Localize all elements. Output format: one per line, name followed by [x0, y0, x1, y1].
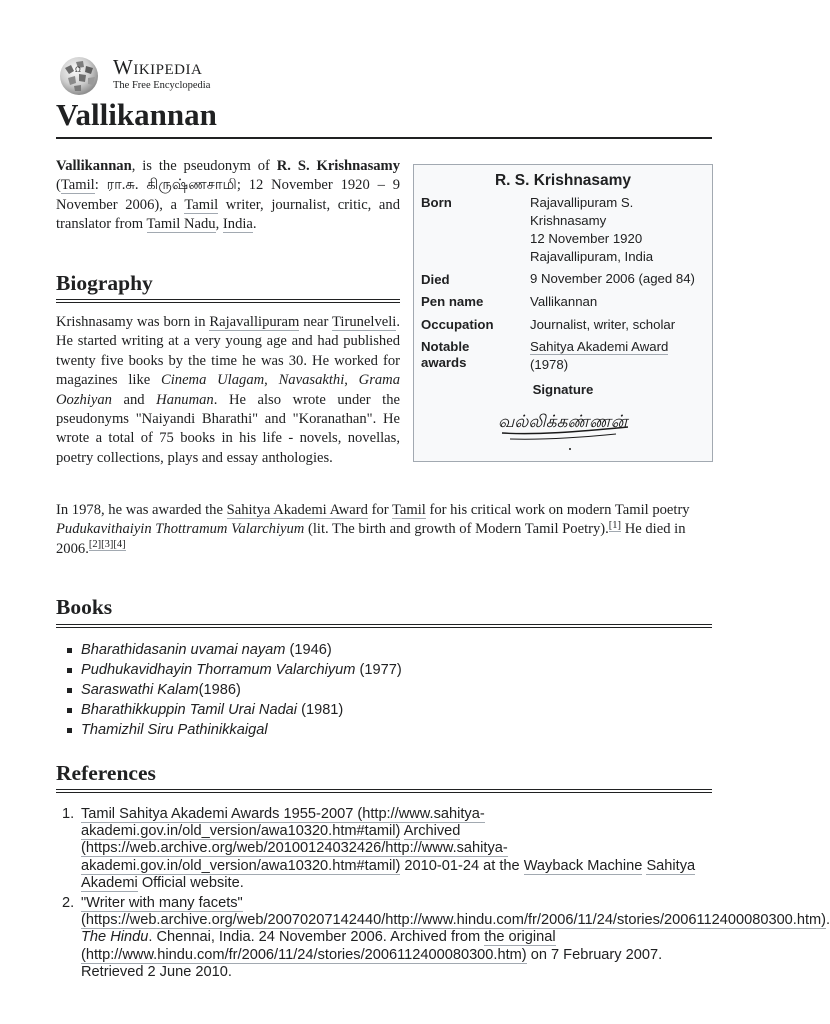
- section-heading-books: Books: [56, 595, 113, 619]
- bullet-icon: [67, 728, 72, 733]
- bio-text: . He started writing at a very young age and had published twenty five books by the time he was 30. He worked for magazines like: [56, 314, 400, 389]
- book-title: Thamizhil Siru Pathinikkaigal: [81, 722, 268, 738]
- reference-number: 1.: [62, 806, 75, 822]
- magazine-title: Hanuman: [156, 391, 214, 408]
- title-divider: [56, 137, 712, 139]
- book-title: Bharathikkuppin Tamil Urai Nadai: [81, 702, 298, 718]
- lead-text: : ரா.சு. கிருஷ்ணசாமி; 12 November 1920 – 9 November 2006), a: [56, 177, 400, 213]
- bio-text: near: [299, 314, 332, 330]
- awards-year: (1978): [530, 357, 569, 372]
- original-link[interactable]: the original (http://www.hindu.com/fr/2006/11/24/stories/2006112400080300.htm): [81, 929, 556, 963]
- lead-text: .: [252, 216, 257, 233]
- infobox-label-born: Born: [421, 195, 452, 210]
- reference-item: [56, 895, 830, 981]
- list-item: [56, 680, 712, 700]
- born-name-line: Krishnasamy: [530, 213, 607, 228]
- citation-link[interactable]: [2]: [88, 538, 102, 550]
- bio-text: and: [111, 391, 157, 408]
- magazine-title: Grama Oozhiyan: [56, 372, 401, 408]
- work-title: Pudukavithaiyin Thottramum Valarchiyum: [56, 521, 305, 538]
- signature-dot: [569, 448, 571, 450]
- magazine-title: Navasakthi: [278, 372, 345, 389]
- lead-text: , is the pseudonym of: [131, 158, 277, 174]
- book-title: Pudhukavidhayin Thorramum Valarchiyum: [81, 662, 356, 678]
- wikipedia-tagline: The Free Encyclopedia: [113, 80, 211, 91]
- book-title: Bharathidasanin uvamai nayam: [81, 642, 286, 658]
- bio-text: . He also wrote under the pseudonyms "Naiyandi Bharathi" and "Koranathan". He wrote a total of 75 books in his life - novels, novellas, poetry collections, plays and essay anthologies.: [56, 391, 400, 466]
- signature-underline: [510, 434, 616, 439]
- bullet-icon: [67, 708, 72, 713]
- infobox-value-died: 9 November 2006 (aged 84): [530, 271, 695, 286]
- lead-text: (: [56, 177, 61, 194]
- link-rajavallipuram[interactable]: Rajavallipuram: [209, 314, 300, 330]
- infobox-label-died: Died: [421, 272, 450, 287]
- bullet-icon: [67, 688, 72, 693]
- link-sahitya-akademi-award[interactable]: Sahitya Akademi Award: [530, 339, 669, 354]
- lead-text: writer, journalist, critic, and translator from: [56, 196, 401, 233]
- reference-text: Official website.: [137, 874, 244, 891]
- link-tamil[interactable]: Tamil: [184, 196, 219, 213]
- link-tirunelveli[interactable]: Tirunelveli: [332, 314, 397, 330]
- awards-label-line: Notable: [421, 339, 470, 354]
- book-title: Saraswathi Kalam: [81, 682, 199, 698]
- biography-paragraph: [56, 313, 400, 468]
- award-text: for: [367, 502, 392, 518]
- svg-text:Ω: Ω: [75, 66, 81, 74]
- wikipedia-wordmark: Wikipedia: [113, 55, 203, 79]
- bio-text: ,: [264, 372, 279, 389]
- award-text: (lit. The birth and growth of Modern Tamil Poetry).: [304, 521, 609, 538]
- list-item: [56, 700, 712, 720]
- bullet-icon: [67, 648, 72, 653]
- section-divider: [56, 299, 400, 303]
- section-heading-references: References: [56, 761, 156, 785]
- sahitya-akademi-link[interactable]: Sahitya Akademi: [81, 857, 696, 891]
- citation-link[interactable]: [1]: [608, 519, 622, 531]
- wikipedia-globe-icon: [55, 54, 105, 96]
- lead-paragraph: [56, 157, 400, 235]
- infobox-label-awards: [421, 339, 521, 371]
- list-item: [56, 660, 712, 680]
- infobox-value-awards: [530, 338, 708, 374]
- lead-text: ,: [215, 216, 223, 233]
- page-title: Vallikannan: [56, 97, 217, 132]
- reference-text: . Chennai, India. 24 November 2006. Archived from: [148, 929, 485, 946]
- signature-text: வல்லிக்கண்ணன்: [498, 412, 628, 432]
- book-year: (1977): [355, 662, 402, 678]
- signature-image[interactable]: [496, 405, 630, 453]
- bio-text: Krishnasamy was born in: [56, 314, 210, 330]
- books-list: [56, 640, 712, 740]
- reference-text: 2010-01-24 at the: [400, 857, 524, 874]
- infobox-title: R. S. Krishnasamy: [494, 172, 632, 189]
- lead-subject: Vallikannan: [56, 158, 132, 174]
- infobox-value-pen-name: Vallikannan: [530, 294, 598, 309]
- magazine-title: Cinema Ulagam: [160, 372, 265, 389]
- link-sahitya-akademi-award[interactable]: Sahitya Akademi Award: [226, 502, 368, 518]
- book-year: (1946): [285, 642, 332, 658]
- list-item: [56, 720, 712, 740]
- infobox-label-occupation: Occupation: [421, 317, 494, 332]
- book-year: (1981): [297, 702, 344, 718]
- reference-number: 2.: [62, 895, 75, 912]
- link-india[interactable]: India: [222, 216, 253, 233]
- award-paragraph: [56, 501, 712, 559]
- link-tamil-language[interactable]: Tamil: [60, 177, 95, 194]
- link-tamil[interactable]: Tamil: [392, 502, 426, 518]
- born-place: Rajavallipuram, India: [530, 249, 654, 264]
- award-text: In 1978, he was awarded the: [56, 502, 227, 518]
- born-name-line: Rajavallipuram S.: [530, 195, 634, 210]
- archived-link[interactable]: Archived (https://web.archive.org/web/20100124032426/http://www.sahitya-akademi.gov.in/old_version/awa10320.htm#tamil): [81, 823, 508, 874]
- award-text: He died in 2006.: [56, 521, 686, 557]
- publication-name: The Hindu: [81, 929, 149, 946]
- infobox-label-signature: Signature: [532, 382, 594, 397]
- infobox: [413, 164, 713, 462]
- bio-text: ,: [344, 372, 359, 389]
- section-divider: [56, 789, 712, 793]
- section-heading-biography: Biography: [56, 271, 153, 295]
- reference-text: on 7 February 2007. Retrieved 2 June 2010.: [81, 946, 663, 980]
- reference-item: [56, 806, 712, 892]
- reference-text: .: [826, 912, 830, 929]
- list-item: [56, 640, 712, 660]
- book-year: (1986): [198, 682, 241, 698]
- infobox-label-pen-name: Pen name: [421, 294, 484, 309]
- reference-link[interactable]: "Writer with many facets" (https://web.archive.org/web/20070207142440/http://www.hindu.com/fr/2006/11/24/stories/2006112400080300.htm): [81, 895, 827, 929]
- citation-link[interactable]: [3]: [101, 538, 114, 550]
- born-date: 12 November 1920: [530, 231, 643, 246]
- citation-link[interactable]: [4]: [113, 538, 126, 550]
- infobox-value-born: [530, 194, 708, 266]
- section-divider: [56, 624, 712, 628]
- link-tamil-nadu[interactable]: Tamil Nadu: [146, 216, 216, 233]
- wayback-machine-link[interactable]: Wayback Machine: [523, 857, 643, 874]
- infobox-value-occupation: Journalist, writer, scholar: [530, 317, 676, 332]
- lead-fullname: R. S. Krishnasamy: [276, 158, 400, 174]
- references-list: [56, 806, 830, 984]
- award-text: for his critical work on modern Tamil poetry: [425, 502, 690, 518]
- bullet-icon: [67, 668, 72, 673]
- awards-label-line: awards: [421, 355, 467, 370]
- reference-link[interactable]: Tamil Sahitya Akademi Awards 1955-2007 (http://www.sahitya-akademi.gov.in/old_version/awa10320.htm#tamil): [81, 806, 485, 840]
